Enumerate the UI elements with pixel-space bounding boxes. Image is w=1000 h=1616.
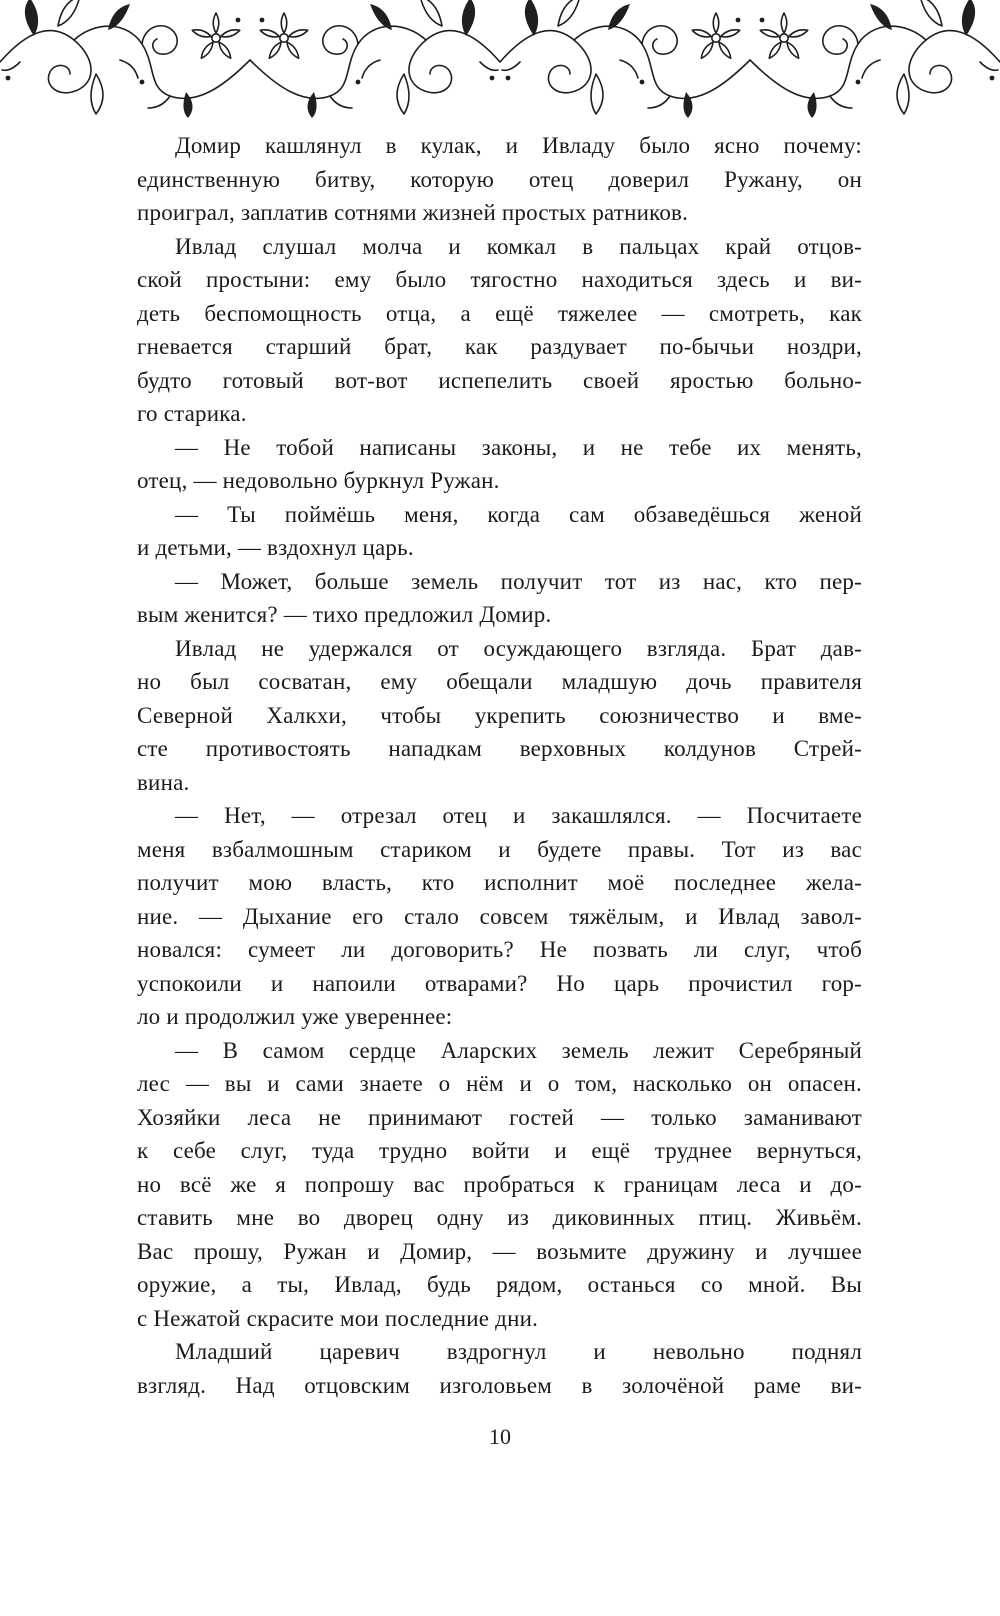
text-line: но был сосватан, ему обещали младшую дочь правителя	[137, 669, 862, 694]
text-line: Ивлад не удержался от осуждающего взгляда. Брат дав-	[175, 635, 862, 661]
text-line: проиграл, заплатив сотнями жизней простых ратников.	[137, 200, 689, 225]
page-number: 10	[489, 1424, 511, 1449]
text-block	[137, 129, 862, 1402]
text-line: успокоили и напоили отварами? Но царь прочистил гор-	[137, 970, 862, 996]
text-line: отец, — недовольно буркнул Ружан.	[137, 468, 500, 493]
paragraph	[137, 230, 862, 431]
paragraph	[137, 1335, 862, 1402]
paragraph	[137, 565, 862, 632]
text-line: гневается старший брат, как раздувает по-бычьи ноздри,	[137, 334, 862, 359]
text-line: Младший царевич вздрогнул и невольно поднял	[175, 1339, 862, 1364]
text-line: ской простыни: ему было тягостно находиться здесь и ви-	[137, 267, 862, 292]
paragraph	[137, 799, 862, 1034]
text-line: новался: сумеет ли договорить? Не позвать ли слуг, чтоб	[137, 937, 862, 962]
text-line: оружие, а ты, Ивлад, будь рядом, останься со мной. Вы	[137, 1272, 862, 1297]
text-line: к себе слуг, туда трудно войти и ещё труднее вернуться,	[137, 1138, 862, 1163]
paragraph	[137, 498, 862, 565]
text-line: Домир кашлянул в кулак, и Ивладу было ясно почему:	[175, 133, 862, 158]
text-line: вым женится? — тихо предложил Домир.	[137, 602, 552, 627]
text-line: сте противостоять нападкам верховных колдунов Стрей-	[137, 736, 862, 761]
text-line: взгляд. Над отцовским изголовьем в золочёной раме ви-	[137, 1372, 862, 1398]
text-line: будто готовый вот-вот испепелить своей яростью больно-	[137, 367, 862, 393]
text-line: — Может, больше земель получит тот из нас, кто пер-	[175, 568, 862, 594]
text-line: — Нет, — отрезал отец и закашлялся. — Посчитаете	[175, 803, 862, 828]
text-line: — Ты поймёшь меня, когда сам обзаведёшься женой	[175, 501, 862, 527]
text-line: го старика.	[137, 401, 247, 426]
text-line: единственную битву, которую отец доверил Ружану, он	[137, 166, 862, 192]
text-line: Хозяйки леса не принимают гостей — только заманивают	[137, 1104, 862, 1130]
floral-ornament	[0, 0, 1000, 120]
text-line: ние. — Дыхание его стало совсем тяжёлым, и Ивлад завол-	[137, 903, 862, 929]
text-line: меня взбалмошным стариком и будете правы. Тот из вас	[137, 836, 862, 862]
text-line: Вас прошу, Ружан и Домир, — возьмите дружину и лучшее	[137, 1238, 862, 1264]
text-line: ставить мне во дворец одну из диковинных птиц. Живьём.	[137, 1205, 862, 1230]
text-line: деть беспомощность отца, а ещё тяжелее — смотреть, как	[137, 300, 862, 326]
paragraph	[137, 1034, 862, 1336]
text-line: получит мою власть, кто исполнит моё последнее жела-	[137, 870, 862, 895]
text-line: и детьми, — вздохнул царь.	[137, 535, 414, 560]
text-line: Ивлад слушал молча и комкал в пальцах край отцов-	[175, 233, 862, 259]
paragraph	[137, 431, 862, 498]
text-line: вина.	[137, 769, 190, 795]
text-line: Северной Халкхи, чтобы укрепить союзничество и вме-	[137, 702, 862, 728]
text-line: но всё же я попрошу вас пробраться к границам леса и до-	[137, 1171, 862, 1197]
text-line: — Не тобой написаны законы, и не тебе их менять,	[175, 434, 862, 460]
text-line: — В самом сердце Аларских земель лежит Серебряный	[175, 1037, 862, 1063]
text-line: лес — вы и сами знаете о нём и о том, насколько он опасен.	[137, 1071, 862, 1096]
paragraph	[137, 632, 862, 800]
paragraph	[137, 129, 862, 230]
text-line: с Нежатой скрасите мои последние дни.	[137, 1305, 539, 1331]
text-line: ло и продолжил уже увереннее:	[137, 1004, 453, 1029]
